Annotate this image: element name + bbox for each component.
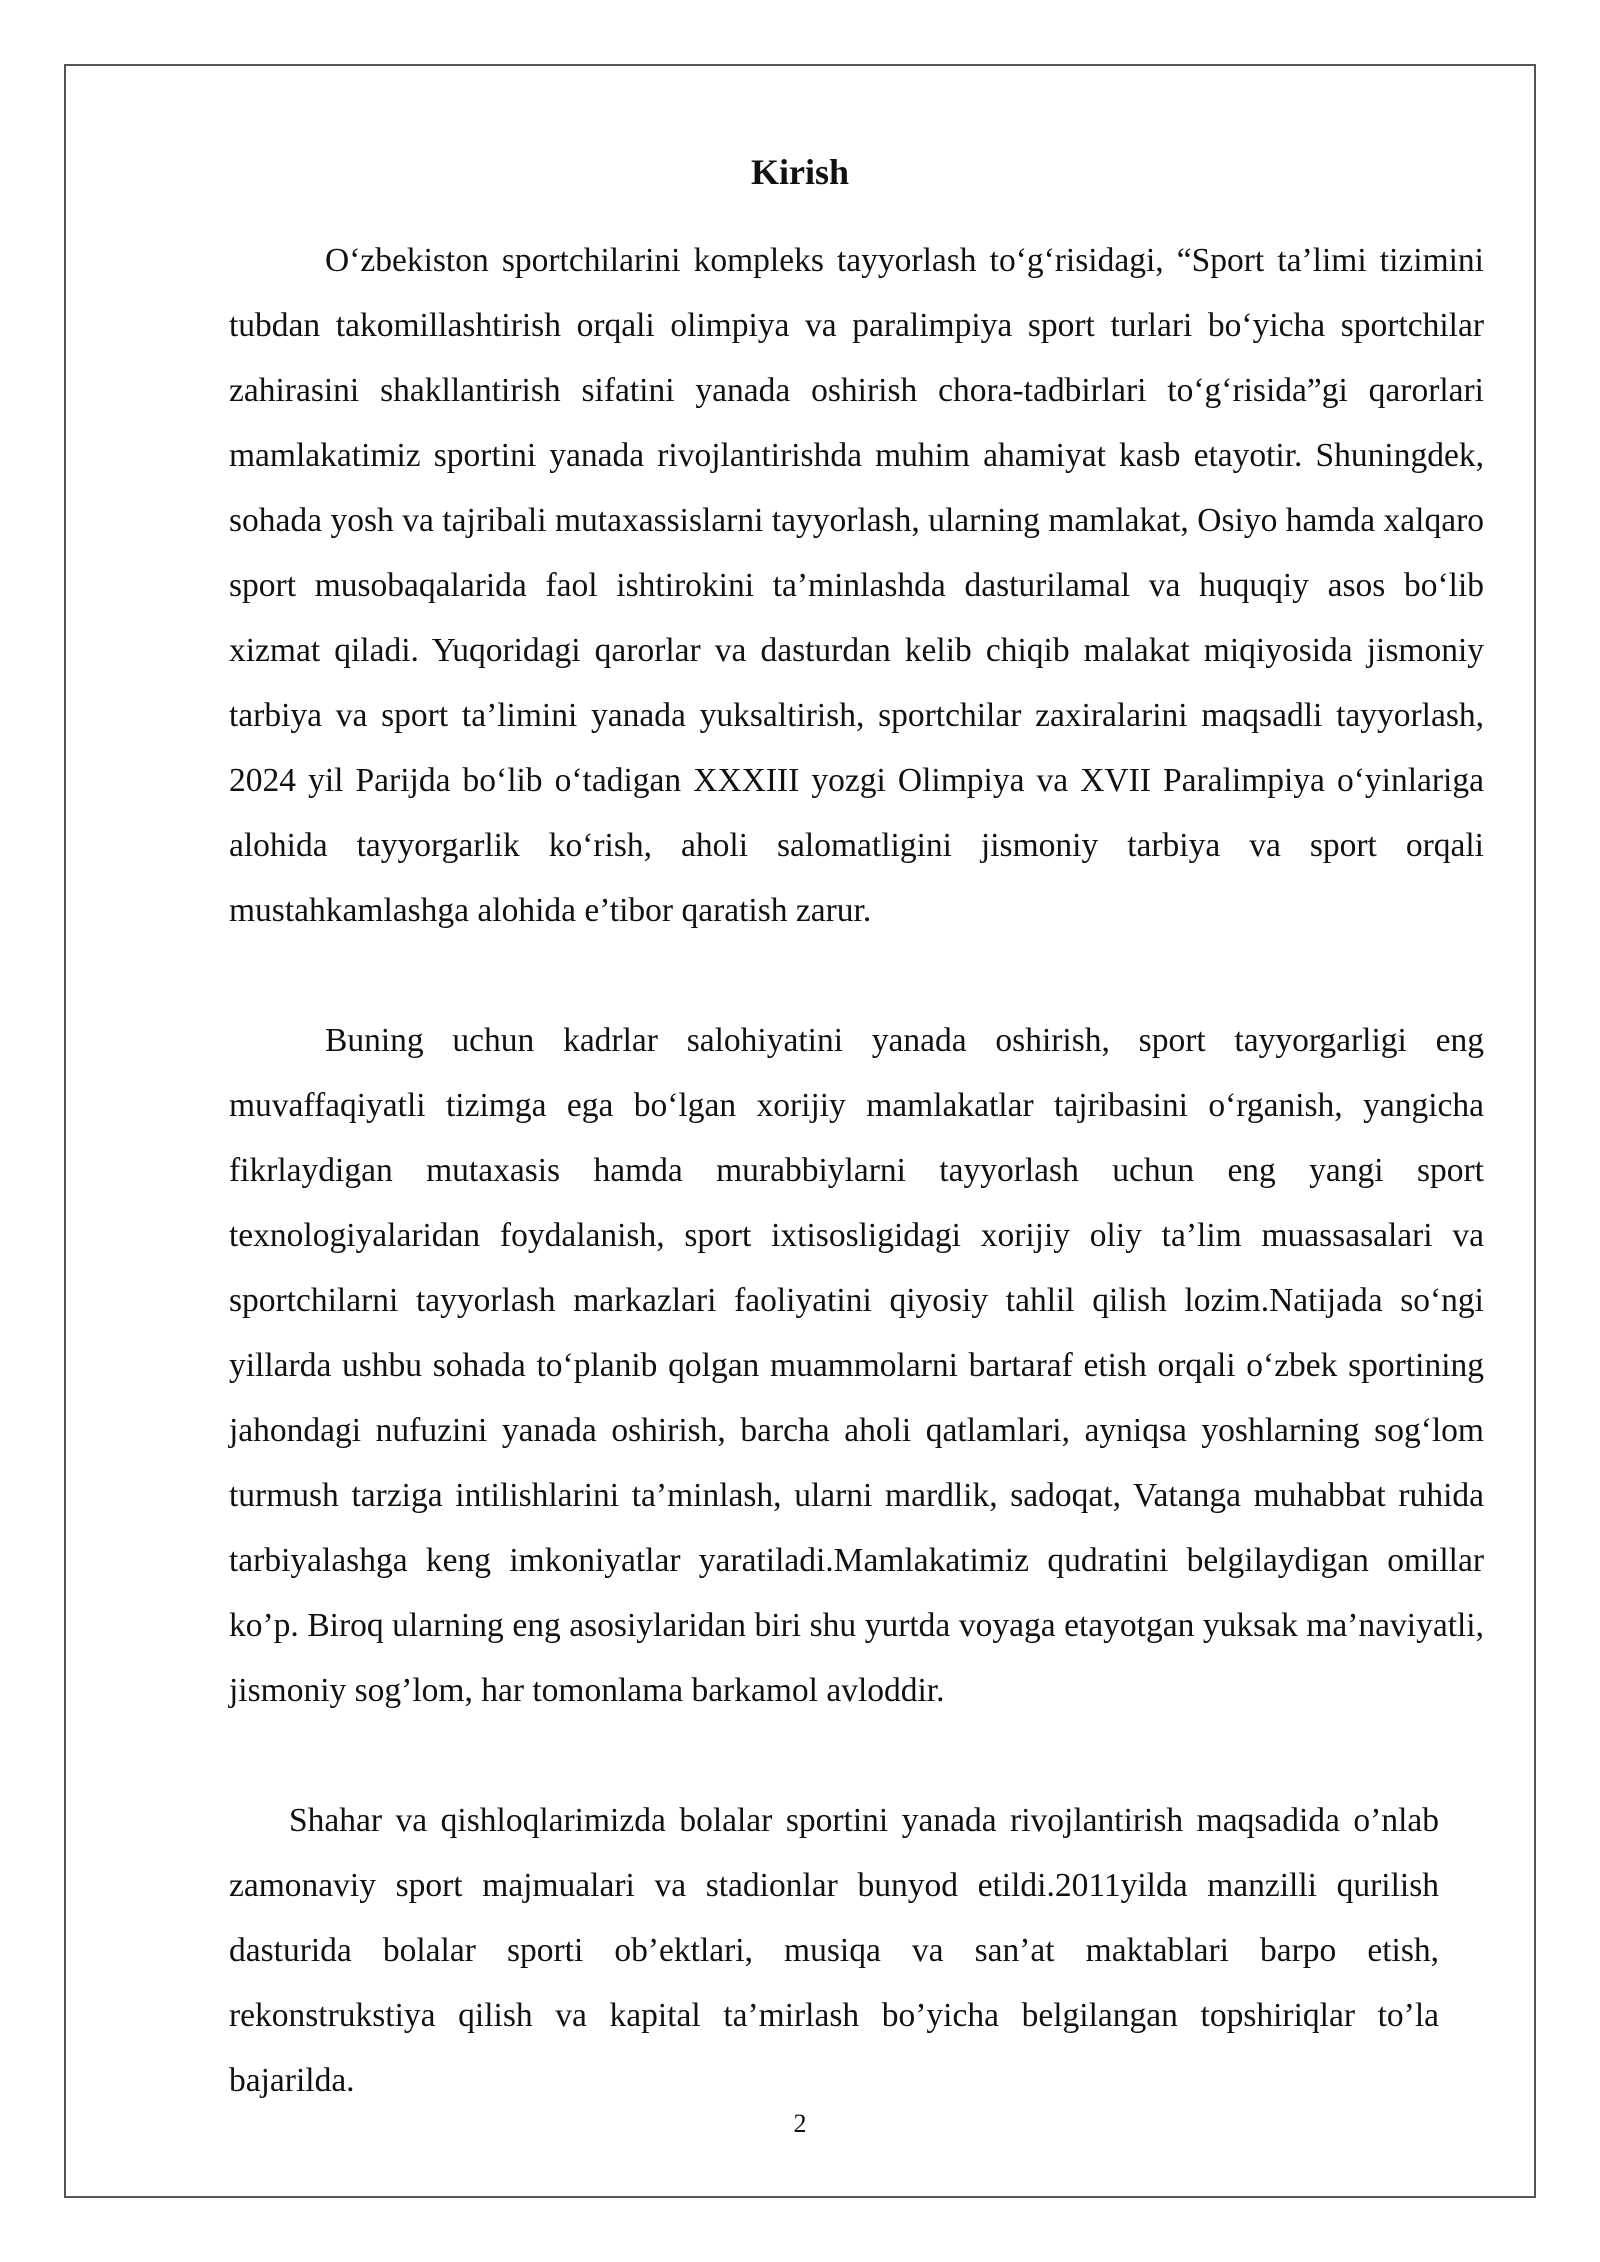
paragraph-cadres: Buning uchun kadrlar salohiyatini yanada oshirish, sport tayyorgarligi eng muvaffaqiyatli tizimga ega bo‘lgan xorijiy mamlakatlar tajribasini o‘rganish, yangicha fikrlaydigan mutaxasis hamda murabbiylarni tayyorlash uchun eng yangi sport texnologiyalaridan foydalanish, sport ixtisosligidagi xorijiy oliy ta’lim muassasalari va sportchilarni tayyorlash markazlari faoliyatini qiyosiy tahlil qilish lozim.Natijada so‘ngi yillarda ushbu sohada to‘planib qolgan muammolarni bartaraf etish orqali o‘zbek sportining jahondagi nufuzini yanada oshirish, barcha aholi qatlamlari, ayniqsa yoshlarning sog‘lom turmush tarziga intilishlarini ta’minlash, ularni mardlik, sadoqat, Vatanga muhabbat ruhida tarbiyalashga keng imkoniyatlar yaratiladi.Mamlakatimiz qudratini belgilaydigan omillar ko’p. Biroq ularning eng asosiylaridan biri shu yurtda voyaga etayotgan yuksak ma’naviyatli, jismoniy sog’lom, har tomonlama barkamol avloddir. <box>229 1022 1484 1709</box>
paragraph-intro: O‘zbekiston sportchilarini kompleks tayyorlash to‘g‘risidagi, “Sport ta’limi tizimini tubdan takomillashtirish orqali olimpiya va paralimpiya sport turlari bo‘yicha sportchilar zahirasini shakllantirish sifatini yanada oshirish chora-tadbirlari to‘g‘risida”gi qarorlari mamlakatimiz sportini yanada rivojlantirishda muhim ahamiyat kasb etayotir. Shuningdek, sohada yosh va tajribali mutaxassislarni tayyorlash, ularning mamlakat, Osiyo hamda xalqaro sport musobaqalarida faol ishtirokini ta’minlashda dasturilamal va huquqiy asos bo‘lib xizmat qiladi. Yuqoridagi qarorlar va dasturdan kelib chiqib malakat miqiyosida jismoniy tarbiya va sport ta’limini yanada yuksaltirish, sportchilar zaxiralarini maqsadli tayyorlash, 2024 yil Parijda bo‘lib o‘tadigan XXXIII yozgi Olimpiya va XVII Paralimpiya o‘yinlariga alohida tayyorgarlik ko‘rish, aholi salomatligini jismoniy tarbiya va sport orqali mustahkamlashga alohida e’tibor qaratish zarur. <box>229 242 1484 929</box>
page-number: 2 <box>793 2109 807 2138</box>
page-title: Kirish <box>750 152 849 192</box>
paragraph-children-sport: Shahar va qishloqlarimizda bolalar sportini yanada rivojlantirish maqsadida o’nlab zamonaviy sport majmualari va stadionlar bunyod etildi.2011yilda manzilli qurilish dasturida bolalar sporti ob’ektlari, musiqa va san’at maktablari barpo etish, rekonstrukstiya qilish va kapital ta’mirlash bo’yicha belgilangan topshiriqlar to’la bajarilda. <box>229 1802 1439 2099</box>
